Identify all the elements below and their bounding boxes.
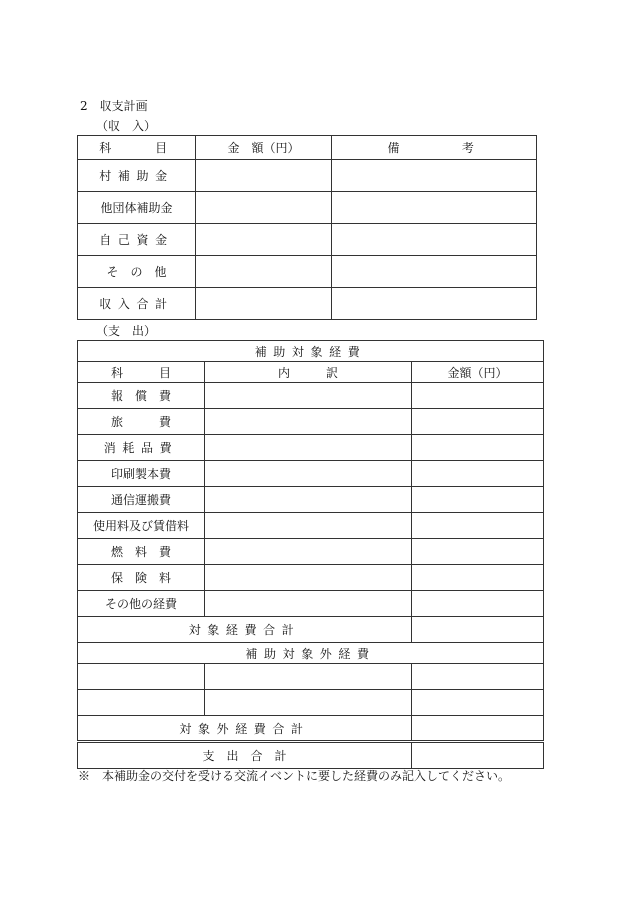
grand-total-label: 支 出 合 計	[78, 742, 412, 769]
income-amount-cell[interactable]	[196, 160, 332, 192]
expense-detail-cell[interactable]	[205, 565, 412, 591]
income-row	[78, 224, 537, 256]
expense-detail-cell[interactable]	[205, 409, 412, 435]
non-subsidized-detail-cell[interactable]	[205, 690, 412, 716]
expense-amount-cell[interactable]	[412, 513, 544, 539]
income-header-note: 備 考	[332, 136, 537, 160]
income-item: 自己資金	[78, 224, 196, 256]
income-header-row	[78, 136, 537, 160]
income-item: 村補助金	[78, 160, 196, 192]
income-item: 他団体補助金	[78, 192, 196, 224]
expense-item: 消耗品費	[78, 435, 205, 461]
income-table	[77, 135, 537, 320]
expense-amount-cell[interactable]	[412, 565, 544, 591]
expense-amount-cell[interactable]	[412, 435, 544, 461]
income-row	[78, 160, 537, 192]
non-subsidized-total-row	[78, 716, 544, 742]
non-subsidized-amount-cell[interactable]	[412, 690, 544, 716]
non-subsidized-header-row	[78, 643, 544, 664]
expense-detail-cell[interactable]	[205, 487, 412, 513]
expense-detail-cell[interactable]	[205, 383, 412, 409]
section-title: 2 収支計画	[80, 99, 148, 113]
expense-amount-cell[interactable]	[412, 461, 544, 487]
expense-row	[78, 435, 544, 461]
expense-row	[78, 409, 544, 435]
expense-amount-cell[interactable]	[412, 383, 544, 409]
expense-row	[78, 461, 544, 487]
expense-detail-cell[interactable]	[205, 591, 412, 617]
non-subsidized-item-cell[interactable]	[78, 664, 205, 690]
grand-total-amount-cell[interactable]	[412, 742, 544, 769]
income-note-cell[interactable]	[332, 160, 537, 192]
income-label: （収 入）	[96, 119, 157, 133]
income-row	[78, 256, 537, 288]
subsidized-total-amount-cell[interactable]	[412, 617, 544, 643]
expense-header-detail: 内 訳	[205, 362, 412, 383]
non-subsidized-row	[78, 690, 544, 716]
expense-header-amount: 金額（円）	[412, 362, 544, 383]
income-header-item: 科 目	[78, 136, 196, 160]
expense-row	[78, 565, 544, 591]
expense-label: （支 出）	[96, 324, 157, 338]
subsidized-total-label: 対象経費合計	[78, 617, 412, 643]
expense-amount-cell[interactable]	[412, 409, 544, 435]
expense-amount-cell[interactable]	[412, 487, 544, 513]
subsidized-header-row	[78, 341, 544, 362]
expense-row	[78, 383, 544, 409]
non-subsidized-total-label: 対象外経費合計	[78, 716, 412, 742]
income-total-amount-cell[interactable]	[196, 288, 332, 320]
expense-item: 使用料及び賃借料	[78, 513, 205, 539]
expense-item: 通信運搬費	[78, 487, 205, 513]
non-subsidized-amount-cell[interactable]	[412, 664, 544, 690]
expense-amount-cell[interactable]	[412, 539, 544, 565]
non-subsidized-row	[78, 664, 544, 690]
income-total-note-cell[interactable]	[332, 288, 537, 320]
grand-total-row	[78, 742, 544, 769]
expense-detail-cell[interactable]	[205, 539, 412, 565]
income-item: そ の 他	[78, 256, 196, 288]
expense-item: その他の経費	[78, 591, 205, 617]
expense-detail-cell[interactable]	[205, 435, 412, 461]
expense-detail-cell[interactable]	[205, 461, 412, 487]
income-header-amount: 金 額（円）	[196, 136, 332, 160]
income-note-cell[interactable]	[332, 256, 537, 288]
income-total-label: 収入合計	[78, 288, 196, 320]
subsidized-header: 補助対象経費	[78, 341, 544, 362]
footnote: ※ 本補助金の交付を受ける交流イベントに要した経費のみ記入してください。	[78, 769, 511, 783]
non-subsidized-header: 補助対象外経費	[78, 643, 544, 664]
income-amount-cell[interactable]	[196, 192, 332, 224]
non-subsidized-item-cell[interactable]	[78, 690, 205, 716]
expense-detail-cell[interactable]	[205, 513, 412, 539]
expense-item: 燃 料 費	[78, 539, 205, 565]
income-note-cell[interactable]	[332, 192, 537, 224]
expense-header-row	[78, 362, 544, 383]
expense-row	[78, 487, 544, 513]
income-total-row	[78, 288, 537, 320]
income-amount-cell[interactable]	[196, 256, 332, 288]
expense-header-item: 科 目	[78, 362, 205, 383]
income-amount-cell[interactable]	[196, 224, 332, 256]
expense-row	[78, 539, 544, 565]
expense-item: 報 償 費	[78, 383, 205, 409]
expense-table	[77, 340, 544, 769]
expense-item: 保 険 料	[78, 565, 205, 591]
expense-item: 旅 費	[78, 409, 205, 435]
expense-row	[78, 591, 544, 617]
non-subsidized-detail-cell[interactable]	[205, 664, 412, 690]
income-row	[78, 192, 537, 224]
expense-row	[78, 513, 544, 539]
expense-item: 印刷製本費	[78, 461, 205, 487]
income-note-cell[interactable]	[332, 224, 537, 256]
non-subsidized-total-amount-cell[interactable]	[412, 716, 544, 742]
subsidized-total-row	[78, 617, 544, 643]
expense-amount-cell[interactable]	[412, 591, 544, 617]
